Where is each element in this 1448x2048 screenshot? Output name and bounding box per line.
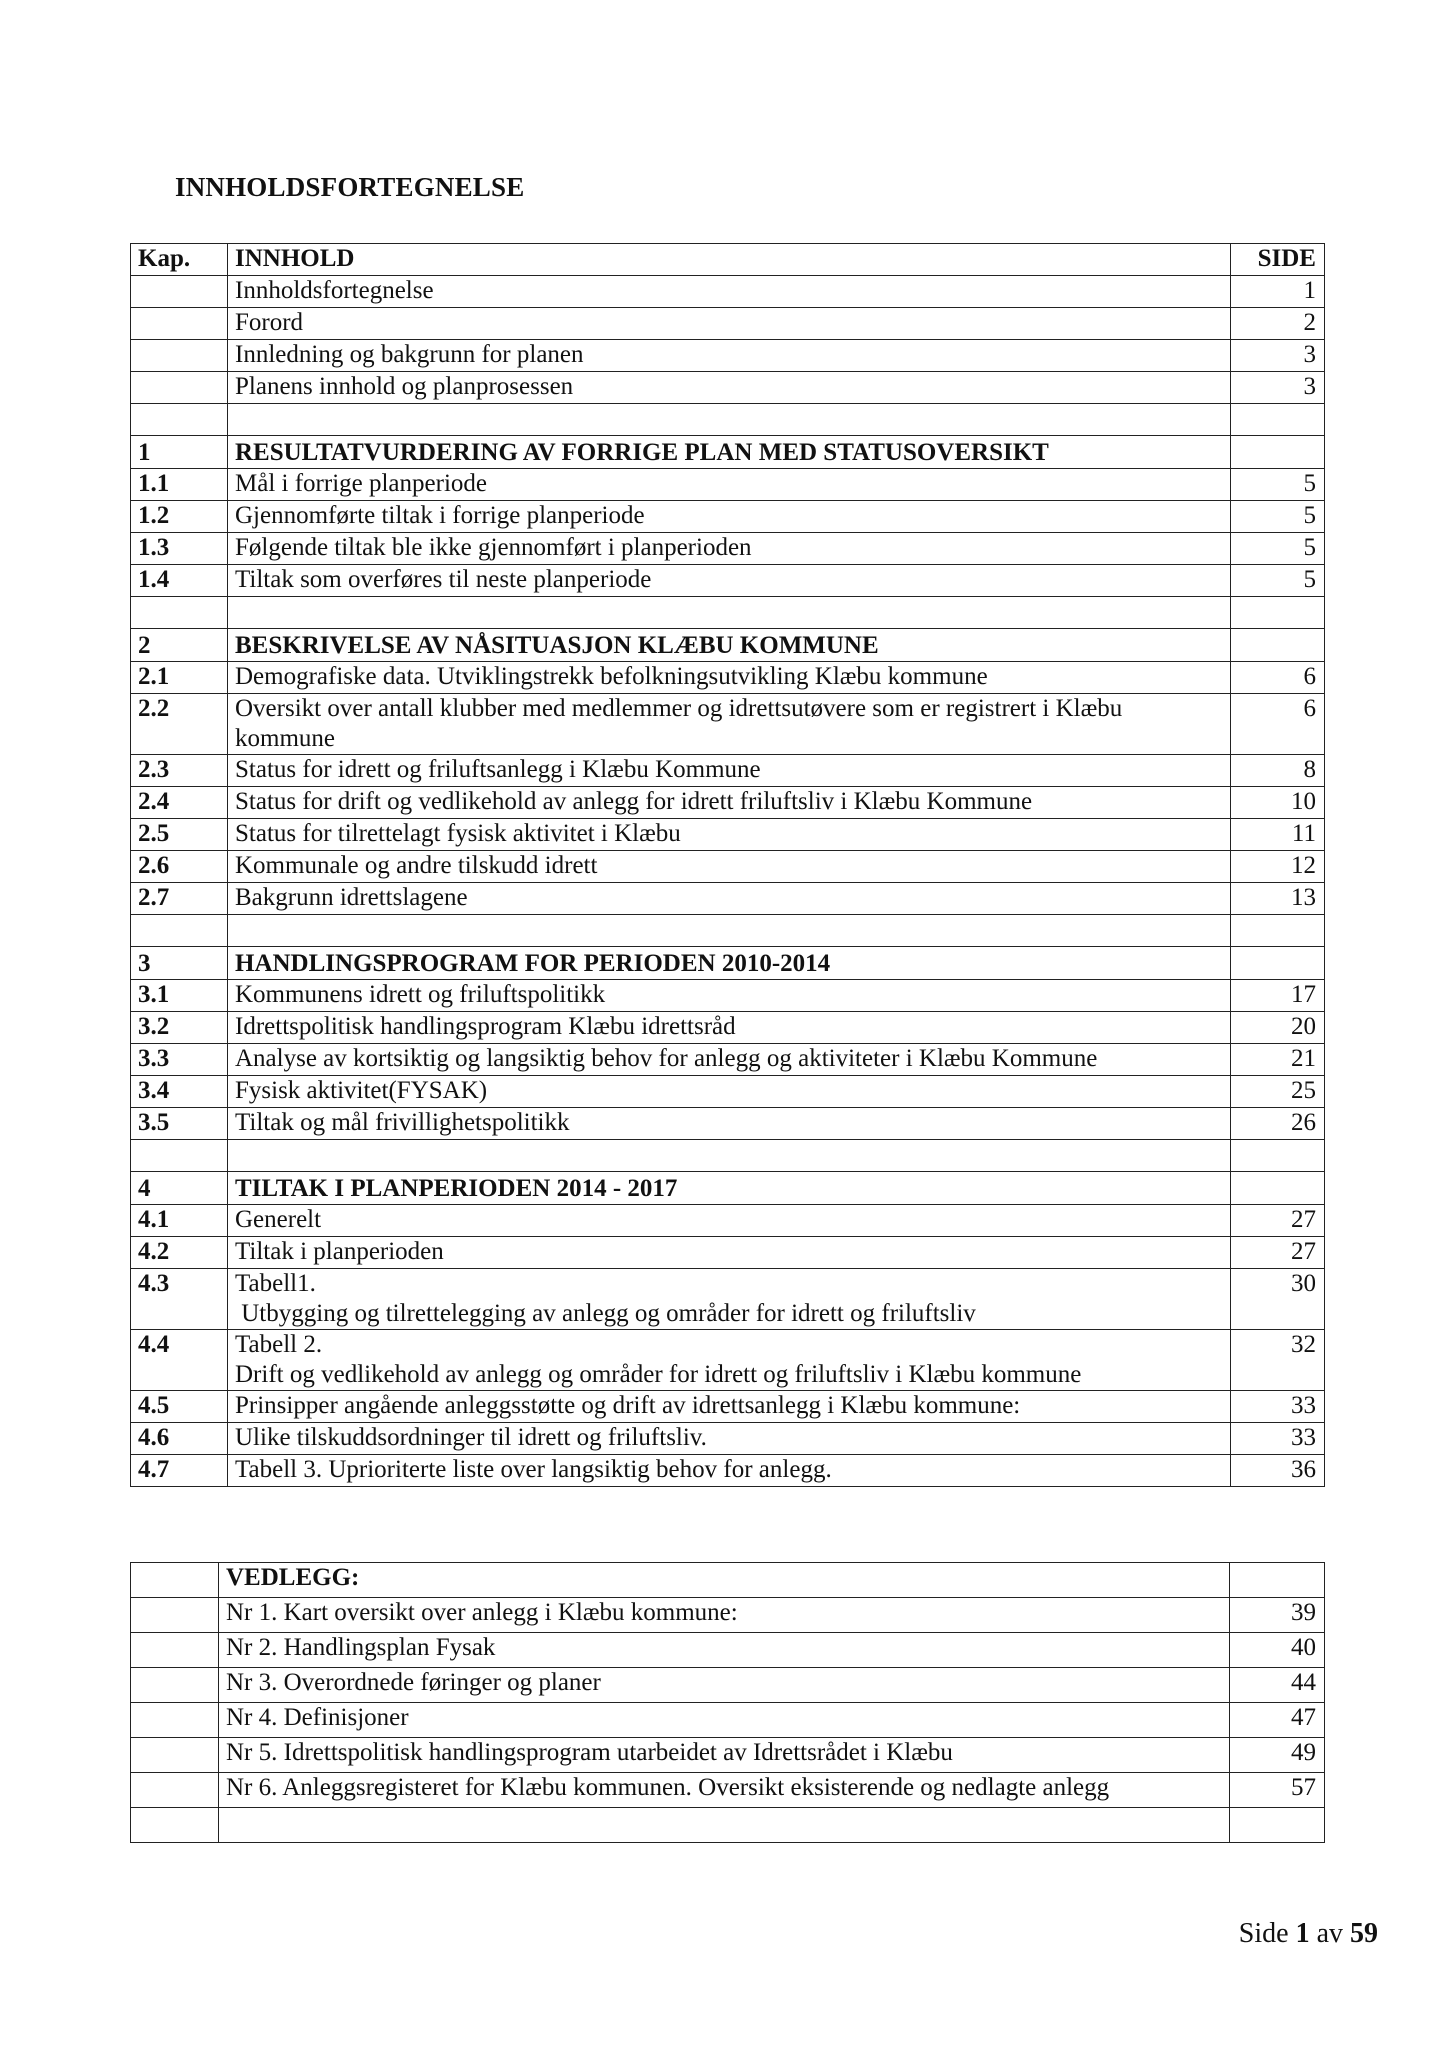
toc-row — [131, 1423, 1325, 1455]
toc-entry — [228, 1012, 1231, 1044]
toc-row — [131, 276, 1325, 308]
vedlegg-blank-row — [131, 1808, 1325, 1843]
vedlegg-row — [131, 1703, 1325, 1738]
toc-empty-cell — [131, 597, 228, 629]
toc-kap — [131, 565, 228, 597]
vedlegg-empty-cell — [131, 1563, 219, 1598]
toc-page — [1231, 1237, 1325, 1269]
toc-kap — [131, 276, 228, 308]
toc-kap — [131, 1330, 228, 1391]
toc-page-text: 2 — [1303, 309, 1316, 336]
toc-kap — [131, 629, 228, 662]
toc-row — [131, 883, 1325, 915]
vedlegg-empty-cell — [131, 1633, 219, 1668]
toc-page — [1231, 819, 1325, 851]
vedlegg-empty-cell — [1230, 1808, 1325, 1843]
vedlegg-table — [130, 1562, 1325, 1843]
toc-entry — [228, 1044, 1231, 1076]
toc-page-text: 20 — [1291, 1013, 1316, 1040]
toc-page-text: 3 — [1303, 341, 1316, 368]
toc-empty-cell — [131, 1140, 228, 1172]
toc-kap-text: 3 — [138, 950, 151, 977]
toc-section-row — [131, 1172, 1325, 1205]
toc-entry — [228, 1076, 1231, 1108]
toc-row — [131, 1076, 1325, 1108]
toc-page — [1231, 629, 1325, 662]
toc-row — [131, 533, 1325, 565]
innhold-column-header: INNHOLD — [228, 244, 1231, 276]
toc-row — [131, 1269, 1325, 1330]
toc-kap-text: 4.3 — [138, 1270, 170, 1297]
toc-entry — [228, 980, 1231, 1012]
toc-kap-text: 1.2 — [138, 502, 170, 529]
vedlegg-empty-cell — [131, 1808, 219, 1843]
toc-page-text: 10 — [1291, 788, 1316, 815]
toc-entry-text: Tiltak i planperioden — [235, 1238, 444, 1265]
toc-page-text: 13 — [1291, 884, 1316, 911]
toc-entry — [228, 1423, 1231, 1455]
toc-kap-text: 2.2 — [138, 695, 170, 722]
toc-entry — [228, 1330, 1231, 1391]
toc-page-text: 33 — [1291, 1392, 1316, 1419]
toc-entry-text-line2: Utbygging og tilrettelegging av anlegg og områder for idrett og friluftsliv — [235, 1300, 976, 1327]
toc-page — [1231, 1391, 1325, 1423]
toc-page-text: 8 — [1303, 756, 1316, 783]
toc-kap — [131, 469, 228, 501]
toc-row — [131, 1205, 1325, 1237]
toc-page — [1231, 755, 1325, 787]
toc-blank-row — [131, 404, 1325, 436]
toc-entry — [228, 819, 1231, 851]
toc-page — [1231, 533, 1325, 565]
vedlegg-page — [1230, 1598, 1325, 1633]
toc-entry — [228, 787, 1231, 819]
toc-kap-text: 4.2 — [138, 1238, 170, 1265]
footer-total: 59 — [1350, 1918, 1378, 1949]
toc-entry — [228, 1269, 1231, 1330]
toc-page — [1231, 1269, 1325, 1330]
toc-page-text: 5 — [1303, 502, 1316, 529]
toc-entry-text: Status for idrett og friluftsanlegg i Klæbu Kommune — [235, 756, 761, 783]
toc-page — [1231, 276, 1325, 308]
vedlegg-entry-text: Nr 4. Definisjoner — [226, 1704, 409, 1731]
toc-row — [131, 308, 1325, 340]
toc-row — [131, 501, 1325, 533]
toc-kap-text: 1.1 — [138, 470, 170, 497]
page-footer — [1239, 1918, 1378, 1950]
vedlegg-row — [131, 1598, 1325, 1633]
toc-entry-text: Generelt — [235, 1206, 322, 1233]
toc-section-row — [131, 629, 1325, 662]
toc-empty-cell — [1231, 404, 1325, 436]
toc-page-text: 6 — [1303, 663, 1316, 690]
toc-kap — [131, 819, 228, 851]
vedlegg-row — [131, 1633, 1325, 1668]
toc-kap-text: 2.7 — [138, 884, 170, 911]
toc-kap — [131, 1391, 228, 1423]
toc-page — [1231, 1012, 1325, 1044]
toc-page-text: 5 — [1303, 470, 1316, 497]
toc-kap — [131, 787, 228, 819]
toc-entry — [228, 851, 1231, 883]
vedlegg-empty-cell — [131, 1703, 219, 1738]
vedlegg-entry-text: Nr 1. Kart oversikt over anlegg i Klæbu kommune: — [226, 1599, 738, 1626]
toc-entry — [228, 1172, 1231, 1205]
toc-entry-text: Fysisk aktivitet(FYSAK) — [235, 1077, 488, 1104]
toc-page-text: 27 — [1291, 1206, 1316, 1233]
toc-page-text: 26 — [1291, 1109, 1316, 1136]
toc-page — [1231, 1044, 1325, 1076]
vedlegg-row — [131, 1738, 1325, 1773]
toc-page — [1231, 694, 1325, 755]
toc-empty-cell — [228, 915, 1231, 947]
toc-page-text: 21 — [1291, 1045, 1316, 1072]
toc-page-text: 36 — [1291, 1456, 1316, 1483]
toc-page — [1231, 1205, 1325, 1237]
vedlegg-row — [131, 1773, 1325, 1808]
toc-page — [1231, 308, 1325, 340]
toc-page-text: 6 — [1303, 695, 1316, 722]
toc-entry-text: Status for tilrettelagt fysisk aktivitet i Klæbu — [235, 820, 681, 847]
toc-row — [131, 469, 1325, 501]
toc-entry — [228, 501, 1231, 533]
toc-row — [131, 694, 1325, 755]
toc-row — [131, 565, 1325, 597]
toc-kap — [131, 1012, 228, 1044]
toc-kap-text: 2.1 — [138, 663, 170, 690]
toc-page — [1231, 565, 1325, 597]
toc-page-text: 12 — [1291, 852, 1316, 879]
toc-entry-text: Tiltak som overføres til neste planperiode — [235, 566, 652, 593]
toc-entry — [228, 276, 1231, 308]
toc-page — [1231, 947, 1325, 980]
toc-page-text: 17 — [1291, 981, 1316, 1008]
toc-entry — [228, 372, 1231, 404]
toc-page — [1231, 1330, 1325, 1391]
toc-kap — [131, 1044, 228, 1076]
toc-entry — [228, 1455, 1231, 1487]
toc-kap — [131, 1269, 228, 1330]
toc-kap — [131, 662, 228, 694]
toc-entry — [228, 565, 1231, 597]
vedlegg-page — [1230, 1773, 1325, 1808]
vedlegg-page-text: 39 — [1291, 1599, 1316, 1626]
toc-entry — [228, 947, 1231, 980]
toc-kap — [131, 947, 228, 980]
toc-entry — [228, 629, 1231, 662]
toc-entry-text: Oversikt over antall klubber med medlemmer og idrettsutøvere som er registrert i Klæbu — [235, 695, 1123, 722]
toc-entry-text: Tiltak og mål frivillighetspolitikk — [235, 1109, 570, 1136]
toc-kap-text: 3.2 — [138, 1013, 170, 1040]
toc-row — [131, 1044, 1325, 1076]
vedlegg-entry-text: Nr 6. Anleggsregisteret for Klæbu kommunen. Oversikt eksisterende og nedlagte anlegg — [226, 1774, 1110, 1801]
toc-entry-text: Innholdsfortegnelse — [235, 277, 434, 304]
toc-section-row — [131, 436, 1325, 469]
toc-row — [131, 372, 1325, 404]
vedlegg-entry-text: Nr 3. Overordnede føringer og planer — [226, 1669, 601, 1696]
toc-page-text: 5 — [1303, 534, 1316, 561]
toc-kap-text: 4.7 — [138, 1456, 170, 1483]
toc-kap-text: 2.4 — [138, 788, 170, 815]
vedlegg-entry — [219, 1703, 1230, 1738]
toc-kap — [131, 1076, 228, 1108]
toc-kap-text: 4.4 — [138, 1331, 170, 1358]
toc-entry — [228, 436, 1231, 469]
toc-kap — [131, 1423, 228, 1455]
vedlegg-empty-cell — [131, 1668, 219, 1703]
toc-page — [1231, 469, 1325, 501]
toc-entry-text: Status for drift og vedlikehold av anlegg for idrett friluftsliv i Klæbu Kommune — [235, 788, 1033, 815]
vedlegg-header-row — [131, 1563, 1325, 1598]
toc-blank-row — [131, 1140, 1325, 1172]
toc-kap-text: 4.6 — [138, 1424, 170, 1451]
vedlegg-page-text: 44 — [1291, 1669, 1316, 1696]
toc-header-row — [131, 244, 1325, 276]
toc-page — [1231, 1172, 1325, 1205]
toc-page — [1231, 851, 1325, 883]
toc-page-text: 1 — [1303, 277, 1316, 304]
toc-kap-text: 4 — [138, 1175, 151, 1202]
vedlegg-page — [1230, 1633, 1325, 1668]
toc-kap-text: 3.4 — [138, 1077, 170, 1104]
vedlegg-header: VEDLEGG: — [219, 1563, 1230, 1598]
toc-kap-text: 1.3 — [138, 534, 170, 561]
toc-row — [131, 1108, 1325, 1140]
toc-page-text: 32 — [1291, 1331, 1316, 1358]
toc-empty-cell — [131, 404, 228, 436]
toc-kap — [131, 694, 228, 755]
toc-entry-text: Idrettspolitisk handlingsprogram Klæbu idrettsråd — [235, 1013, 736, 1040]
toc-kap — [131, 883, 228, 915]
toc-entry-text-line2: Drift og vedlikehold av anlegg og områder for idrett og friluftsliv i Klæbu kommune — [235, 1361, 1082, 1388]
toc-entry-text: Planens innhold og planprosessen — [235, 373, 574, 400]
toc-page — [1231, 372, 1325, 404]
vedlegg-page — [1230, 1703, 1325, 1738]
toc-entry — [228, 340, 1231, 372]
toc-entry-text: Kommunens idrett og friluftspolitikk — [235, 981, 606, 1008]
toc-page — [1231, 436, 1325, 469]
toc-row — [131, 1455, 1325, 1487]
toc-entry-text: Tabell 3. Uprioriterte liste over langsiktig behov for anlegg. — [235, 1456, 832, 1483]
toc-empty-cell — [131, 915, 228, 947]
vedlegg-entry — [219, 1598, 1230, 1633]
toc-kap-text: 2.3 — [138, 756, 170, 783]
toc-empty-cell — [1231, 915, 1325, 947]
toc-page-text: 33 — [1291, 1424, 1316, 1451]
toc-entry-text: Demografiske data. Utviklingstrekk befolkningsutvikling Klæbu kommune — [235, 663, 988, 690]
vedlegg-page — [1230, 1738, 1325, 1773]
toc-entry-text: Innledning og bakgrunn for planen — [235, 341, 584, 368]
toc-page — [1231, 1108, 1325, 1140]
toc-kap-text: 3.3 — [138, 1045, 170, 1072]
vedlegg-empty-cell — [131, 1773, 219, 1808]
vedlegg-page-text: 47 — [1291, 1704, 1316, 1731]
toc-row — [131, 1237, 1325, 1269]
toc-entry-text: RESULTATVURDERING AV FORRIGE PLAN MED STATUSOVERSIKT — [235, 439, 1049, 466]
toc-kap-text: 4.1 — [138, 1206, 170, 1233]
toc-entry-text: Analyse av kortsiktig og langsiktig behov for anlegg og aktiviteter i Klæbu Kommune — [235, 1045, 1098, 1072]
toc-page — [1231, 1076, 1325, 1108]
toc-page — [1231, 501, 1325, 533]
vedlegg-empty-cell — [131, 1598, 219, 1633]
toc-entry — [228, 1108, 1231, 1140]
toc-page — [1231, 1423, 1325, 1455]
toc-page-text: 5 — [1303, 566, 1316, 593]
toc-page-text: 11 — [1291, 820, 1316, 847]
toc-kap-text: 2.6 — [138, 852, 170, 879]
footer-middle: av — [1316, 1918, 1343, 1949]
vedlegg-page-text: 40 — [1291, 1634, 1316, 1661]
toc-kap — [131, 533, 228, 565]
kap-column-header: Kap. — [131, 244, 228, 276]
toc-kap — [131, 980, 228, 1012]
toc-kap — [131, 1237, 228, 1269]
toc-page-text: 30 — [1291, 1270, 1316, 1297]
vedlegg-entry-text: Nr 5. Idrettspolitisk handlingsprogram utarbeidet av Idrettsrådet i Klæbu — [226, 1739, 953, 1766]
toc-empty-cell — [228, 1140, 1231, 1172]
page-title: INNHOLDSFORTEGNELSE — [175, 172, 525, 202]
toc-entry-text: Følgende tiltak ble ikke gjennomført i planperioden — [235, 534, 752, 561]
toc-entry — [228, 1205, 1231, 1237]
toc-page — [1231, 883, 1325, 915]
toc-row — [131, 1330, 1325, 1391]
toc-entry — [228, 662, 1231, 694]
toc-entry — [228, 1391, 1231, 1423]
vedlegg-entry-text: Nr 2. Handlingsplan Fysak — [226, 1634, 496, 1661]
toc-kap-text: 1.4 — [138, 566, 170, 593]
toc-entry-text: Kommunale og andre tilskudd idrett — [235, 852, 598, 879]
toc-entry — [228, 1237, 1231, 1269]
vedlegg-page-text: 49 — [1291, 1739, 1316, 1766]
toc-kap-text: 3.5 — [138, 1109, 170, 1136]
toc-page — [1231, 340, 1325, 372]
toc-entry-text: BESKRIVELSE AV NÅSITUASJON KLÆBU KOMMUNE — [235, 632, 879, 659]
toc-kap — [131, 1205, 228, 1237]
vedlegg-entry — [219, 1773, 1230, 1808]
toc-kap — [131, 501, 228, 533]
toc-entry — [228, 883, 1231, 915]
toc-kap — [131, 851, 228, 883]
toc-row — [131, 851, 1325, 883]
toc-entry-text: Prinsipper angående anleggsstøtte og drift av idrettsanlegg i Klæbu kommune: — [235, 1392, 1021, 1419]
toc-row — [131, 819, 1325, 851]
toc-empty-cell — [228, 404, 1231, 436]
toc-table — [130, 243, 1325, 1487]
vedlegg-empty-cell — [1230, 1563, 1325, 1598]
toc-row — [131, 980, 1325, 1012]
vedlegg-entry — [219, 1738, 1230, 1773]
toc-page — [1231, 980, 1325, 1012]
toc-page — [1231, 787, 1325, 819]
vedlegg-page — [1230, 1668, 1325, 1703]
toc-kap-text: 4.5 — [138, 1392, 170, 1419]
toc-kap — [131, 340, 228, 372]
footer-prefix: Side — [1238, 1918, 1289, 1949]
toc-blank-row — [131, 915, 1325, 947]
toc-row — [131, 787, 1325, 819]
toc-kap — [131, 1172, 228, 1205]
toc-entry-text: HANDLINGSPROGRAM FOR PERIODEN 2010-2014 — [235, 950, 831, 977]
toc-row — [131, 755, 1325, 787]
toc-page-text: 3 — [1303, 373, 1316, 400]
toc-section-row — [131, 947, 1325, 980]
toc-entry-text: Gjennomførte tiltak i forrige planperiode — [235, 502, 645, 529]
toc-page-text: 27 — [1291, 1238, 1316, 1265]
vedlegg-entry — [219, 1668, 1230, 1703]
toc-kap-text: 2 — [138, 632, 151, 659]
toc-row — [131, 662, 1325, 694]
toc-page-text: 25 — [1291, 1077, 1316, 1104]
toc-entry-text: Mål i forrige planperiode — [235, 470, 487, 497]
toc-page — [1231, 662, 1325, 694]
toc-blank-row — [131, 597, 1325, 629]
toc-entry-text-line2: kommune — [235, 725, 335, 752]
toc-entry — [228, 694, 1231, 755]
toc-kap — [131, 1455, 228, 1487]
toc-entry-text: Forord — [235, 309, 304, 336]
toc-entry — [228, 469, 1231, 501]
toc-kap — [131, 755, 228, 787]
toc-entry-text: Bakgrunn idrettslagene — [235, 884, 468, 911]
vedlegg-empty-cell — [131, 1738, 219, 1773]
toc-entry — [228, 533, 1231, 565]
toc-entry — [228, 755, 1231, 787]
toc-kap — [131, 436, 228, 469]
toc-empty-cell — [1231, 1140, 1325, 1172]
toc-kap-text: 2.5 — [138, 820, 170, 847]
toc-entry-text: Tabell 2. — [235, 1331, 323, 1358]
vedlegg-entry — [219, 1633, 1230, 1668]
toc-row — [131, 340, 1325, 372]
vedlegg-empty-cell — [219, 1808, 1230, 1843]
toc-kap — [131, 308, 228, 340]
toc-kap-text: 1 — [138, 439, 151, 466]
toc-row — [131, 1391, 1325, 1423]
toc-kap — [131, 1108, 228, 1140]
toc-empty-cell — [1231, 597, 1325, 629]
vedlegg-page-text: 57 — [1291, 1774, 1316, 1801]
toc-entry — [228, 308, 1231, 340]
toc-entry-text: Ulike tilskuddsordninger til idrett og friluftsliv. — [235, 1424, 707, 1451]
toc-page — [1231, 1455, 1325, 1487]
toc-empty-cell — [228, 597, 1231, 629]
toc-row — [131, 1012, 1325, 1044]
toc-kap — [131, 372, 228, 404]
side-column-header: SIDE — [1231, 244, 1325, 276]
footer-page: 1 — [1295, 1918, 1310, 1949]
toc-entry-text: TILTAK I PLANPERIODEN 2014 - 2017 — [235, 1175, 678, 1202]
toc-kap-text: 3.1 — [138, 981, 170, 1008]
toc-entry-text: Tabell1. — [235, 1270, 316, 1297]
vedlegg-row — [131, 1668, 1325, 1703]
